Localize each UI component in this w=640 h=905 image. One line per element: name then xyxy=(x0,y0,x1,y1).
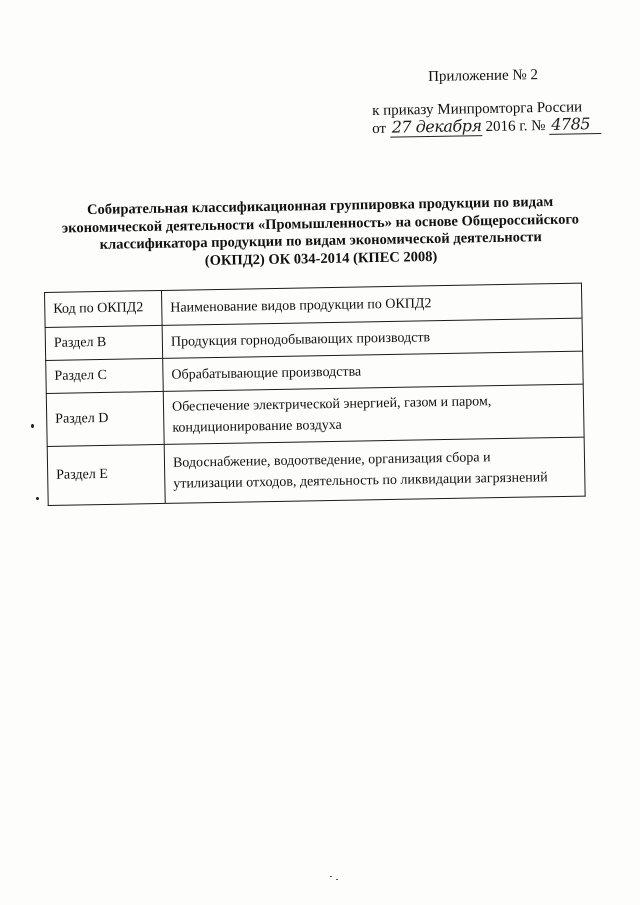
order-date-line xyxy=(372,115,601,138)
row-name-line: кондиционирование воздуха xyxy=(172,417,342,436)
header-code-cell: Код по ОКПД2 xyxy=(45,290,163,327)
table-row xyxy=(47,437,585,505)
title-line: экономической деятельности «Промышленность» на основе Общероссийского xyxy=(61,210,580,237)
scan-speck xyxy=(336,879,338,880)
row-name-line: Обеспечение электрической энергией, газом и паром, xyxy=(171,394,492,415)
header-name-cell: Наименование видов продукции по ОКПД2 xyxy=(161,283,582,325)
handwritten-order-number: 4785 xyxy=(549,115,601,135)
row-code-cell: Раздел D xyxy=(46,391,164,446)
row-name-line: утилизации отходов, деятельность по ликвидации загрязнений xyxy=(173,470,548,492)
title-line: (ОКПД2) ОК 034-2014 (КПЕС 2008) xyxy=(204,248,438,269)
scan-speck xyxy=(330,876,332,877)
title-line: классификатора продукции по видам экономической деятельности xyxy=(99,229,542,253)
order-reference: к приказу Минпромторга России xyxy=(372,99,583,119)
appendix-title: Приложение № 2 xyxy=(428,67,539,85)
scan-speck xyxy=(31,424,34,428)
classification-table xyxy=(44,283,588,506)
table-row xyxy=(46,384,584,446)
row-code-cell: Раздел B xyxy=(45,325,163,360)
row-code-cell: Раздел E xyxy=(47,444,165,505)
row-name-line: Продукция горнодобывающих производств xyxy=(170,329,431,350)
row-name-line: Водоснабжение, водоотведение, организация сбора и xyxy=(172,450,491,471)
scan-speck xyxy=(36,497,39,500)
date-prefix: от xyxy=(372,120,387,137)
row-code-cell: Раздел C xyxy=(46,358,164,393)
title-line: Собирательная классификационная группировка продукции по видам xyxy=(86,193,554,219)
row-name-cell xyxy=(164,437,585,503)
document-title xyxy=(40,193,601,273)
year-text: 2016 г. № xyxy=(485,117,546,136)
row-name-line: Обрабатывающие производства xyxy=(171,363,362,383)
row-name-cell xyxy=(163,384,584,444)
handwritten-date: 27 декабря xyxy=(391,116,482,137)
